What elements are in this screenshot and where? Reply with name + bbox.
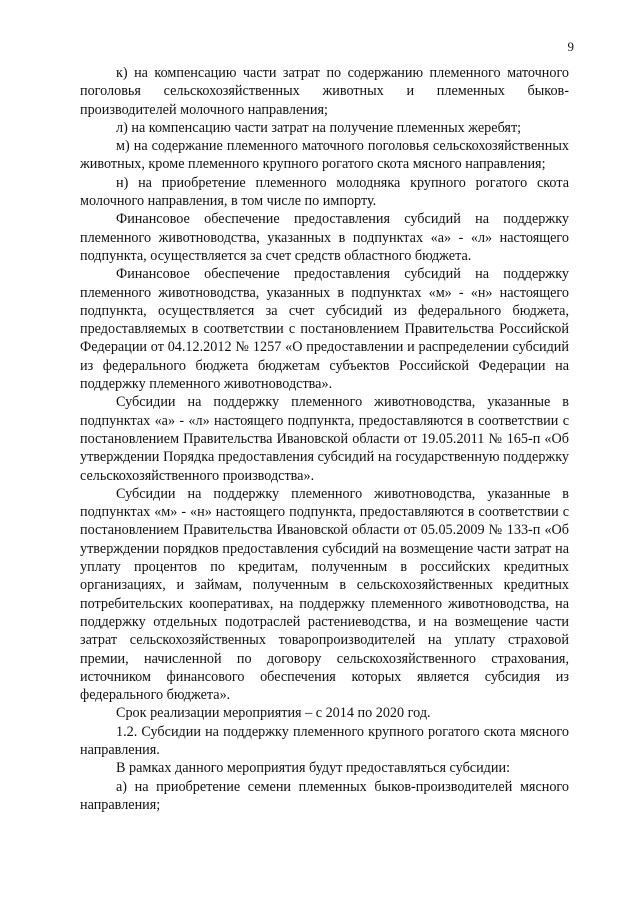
paragraph-item-a: а) на приобретение семени племенных быков-производителей мясного направления; — [80, 778, 569, 813]
paragraph-funding-regional: Финансовое обеспечение предоставления субсидий на поддержку племенного животноводства, указанных в подпунктах «а» - «л» настоящего подпункта, осуществляется за счет средств областного бюджета. — [80, 211, 569, 264]
section-heading-1-2: 1.2. Субсидии на поддержку племенного крупного рогатого скота мясного направления. — [80, 723, 569, 758]
paragraph-subsidies-a-l: Субсидии на поддержку племенного животноводства, указанные в подпунктах «а» - «л» настоящего подпункта, предоставляются в соответствии с постановлением Правительства Ивановской области от 19.05.2011 № 165-п «Об утверждении Порядка предоставления субсидий на государственную поддержку сельскохозяйственного производства». — [80, 394, 569, 484]
paragraph-item-n: н) на приобретение племенного молодняка крупного рогатого скота молочного направления, в том числе по импорту. — [80, 174, 569, 210]
paragraph-subsidies-m-n: Субсидии на поддержку племенного животноводства, указанные в подпунктах «м» - «н» настоящего подпункта, предоставляются в соответствии с постановлением Правительства Ивановской области от 05.05.2009 № 133-п «Об утверждении порядков предоставления субсидий на возмещение части затрат на уплату процентов по кредитам, полученным в российских кредитных организациях, и займам, полученным в сельскохозяйственных кредитных потребительских кооперативах, на поддержку племенного животноводства, на поддержку отдельных подотраслей растениеводства, и на возмещение части затрат сельскохозяйственных товаропроизводителей на уплату страховой премии, начисленной по договору сельскохозяйственного страхования, источником финансового обеспечения которых является субсидия из федерального бюджета». — [80, 485, 569, 704]
document-body — [80, 64, 569, 814]
page-number: 9 — [567, 39, 574, 54]
paragraph-item-k: к) на компенсацию части затрат по содержанию племенного маточного поголовья сельскохозяйственных животных и племенных быков-производителей молочного направления; — [80, 65, 569, 118]
paragraph-subsidies-intro: В рамках данного мероприятия будут предоставляться субсидии: — [116, 760, 511, 777]
paragraph-item-m: м) на содержание племенного маточного поголовья сельскохозяйственных животных, кроме племенного крупного рогатого скота мясного направления; — [80, 138, 569, 173]
paragraph-implementation-period: Срок реализации мероприятия – с 2014 по 2020 год. — [116, 705, 431, 722]
paragraph-item-l: л) на компенсацию части затрат на получение племенных жеребят; — [116, 119, 522, 136]
paragraph-funding-federal: Финансовое обеспечение предоставления субсидий на поддержку племенного животноводства, указанных в подпунктах «м» - «н» настоящего подпункта, осуществляется за счет субсидий из федерального бюджета, предоставляемых в соответствии с постановлением Правительства Российской Федерации от 04.12.2012 № 1257 «О предоставлении и распределении субсидий из федерального бюджета бюджетам субъектов Российской Федерации на поддержку племенного животноводства». — [80, 266, 569, 393]
